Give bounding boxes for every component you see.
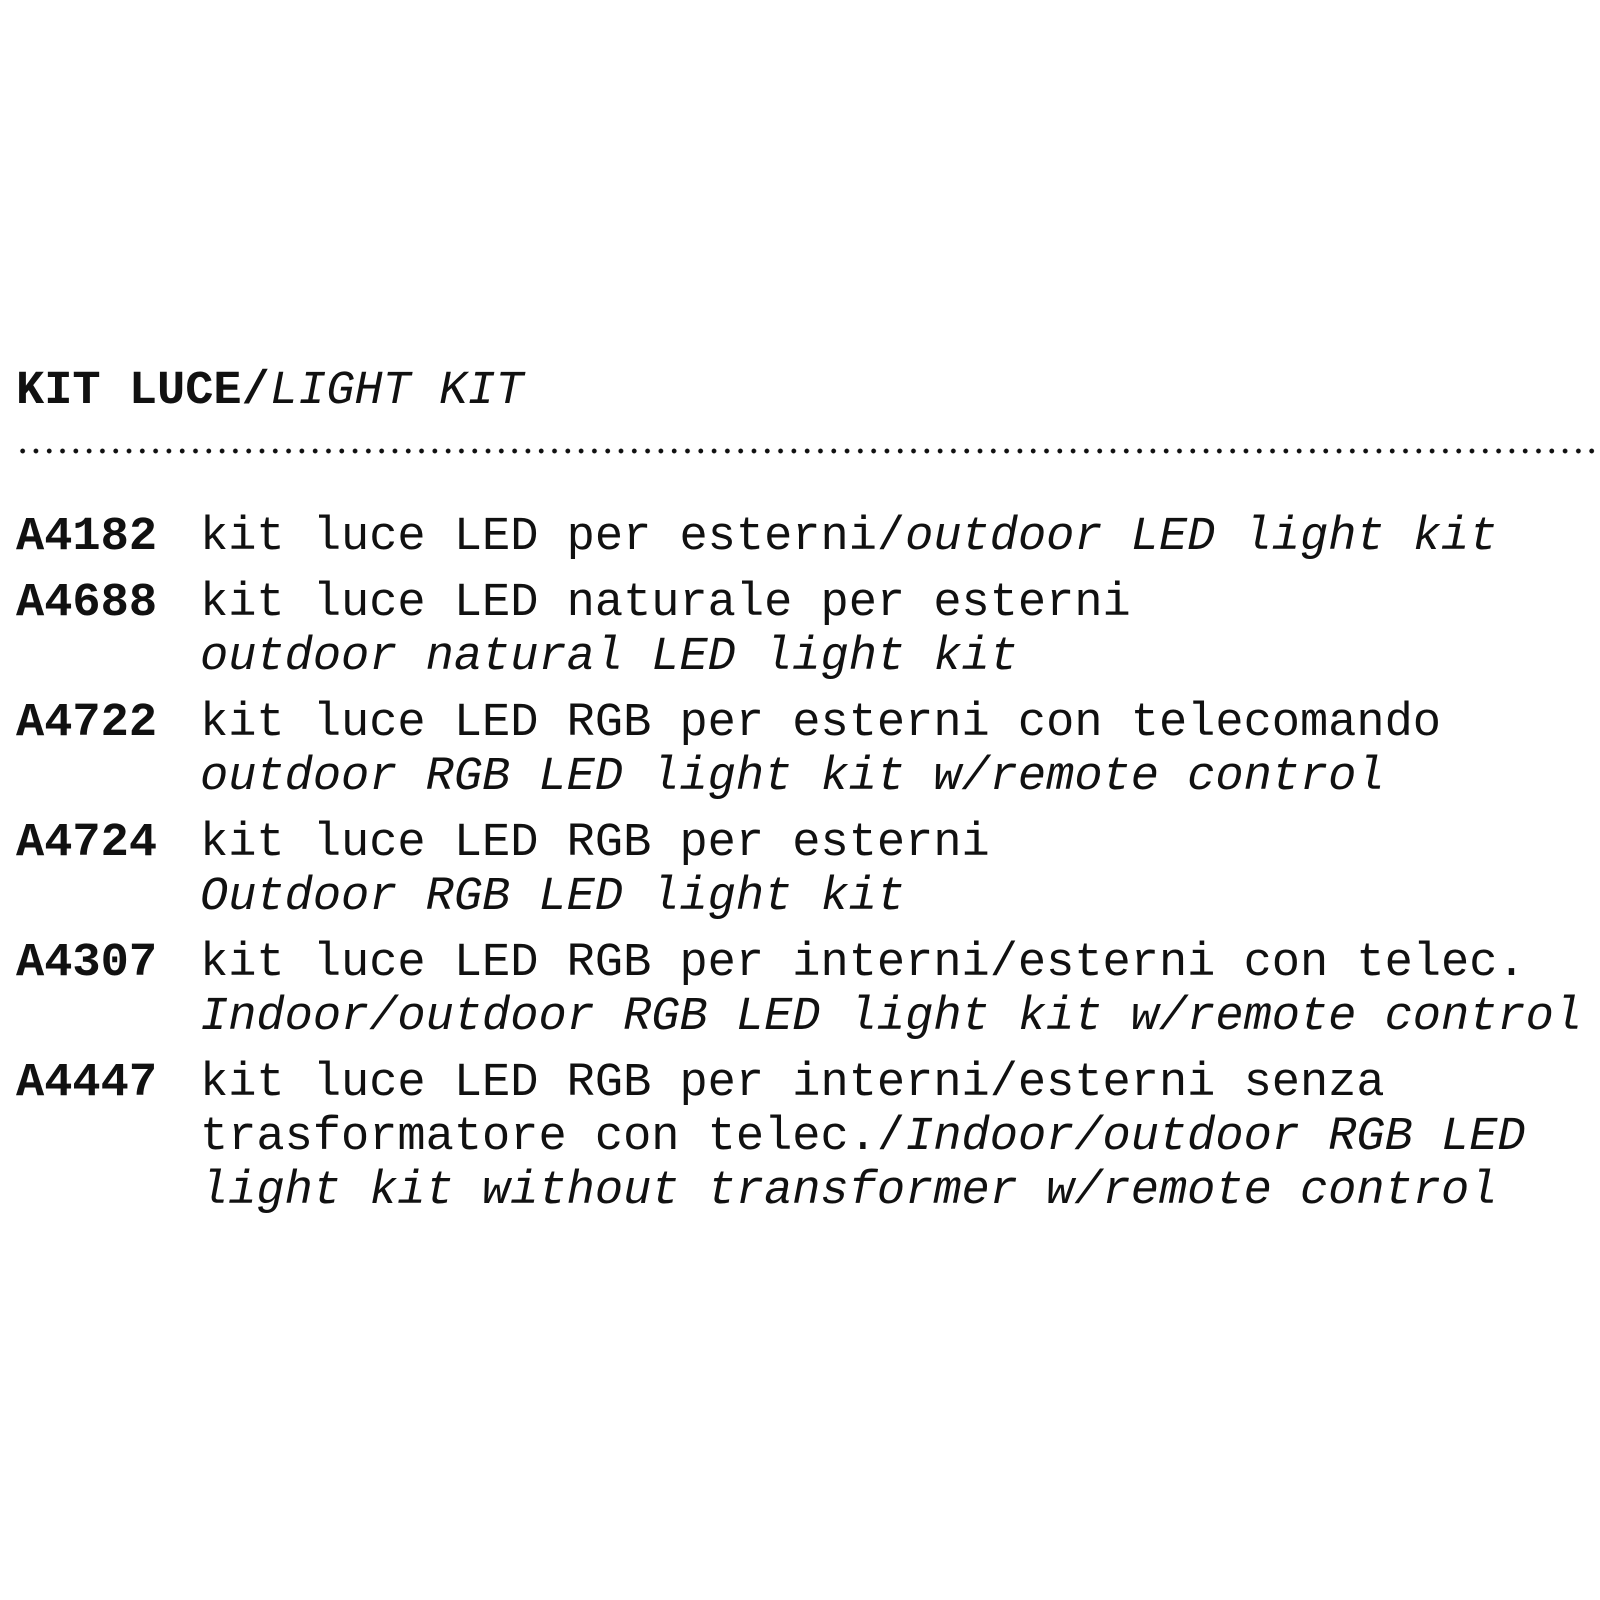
description-line <box>200 751 1441 805</box>
description-line <box>200 511 1497 565</box>
heading-italian: KIT LUCE/ <box>16 365 270 418</box>
description-italian: kit luce LED RGB per interni/esterni senza <box>200 1057 1385 1110</box>
product-code: A4724 <box>16 817 158 870</box>
description-english: outdoor RGB LED light kit w/remote control <box>200 751 1385 804</box>
description-italian: trasformatore con telec./ <box>200 1111 906 1164</box>
description-line <box>200 991 1582 1045</box>
description-english: outdoor natural LED light kit <box>200 631 1018 684</box>
heading-english: LIGHT KIT <box>269 365 524 418</box>
description-italian: kit luce LED RGB per interni/esterni con telec. <box>200 937 1526 990</box>
description-line <box>200 631 1131 685</box>
product-code: A4722 <box>16 697 158 750</box>
description-line <box>200 577 1131 631</box>
dotted-divider <box>16 448 1600 454</box>
description-line <box>200 937 1582 991</box>
description-italian: kit luce LED RGB per esterni <box>200 817 990 870</box>
description-italian: kit luce LED per esterni/ <box>200 511 906 564</box>
description-line <box>200 1057 1526 1111</box>
product-code: A4307 <box>16 937 158 990</box>
product-code: A4182 <box>16 511 158 564</box>
description-line <box>200 871 990 925</box>
description-line <box>200 1165 1526 1219</box>
product-code: A4688 <box>16 577 158 630</box>
description-english: Indoor/outdoor RGB LED light kit w/remote control <box>200 991 1583 1044</box>
description-english: outdoor LED light kit <box>905 511 1498 564</box>
description-line <box>200 697 1441 751</box>
section-heading <box>16 364 524 420</box>
description-line <box>200 1111 1526 1165</box>
description-line <box>200 817 990 871</box>
description-italian: kit luce LED naturale per esterni <box>200 577 1131 630</box>
description-english: Outdoor RGB LED light kit <box>200 871 906 924</box>
product-code: A4447 <box>16 1057 158 1110</box>
description-english: light kit without transformer w/remote control <box>200 1165 1498 1218</box>
description-english: Indoor/outdoor RGB LED <box>905 1111 1526 1164</box>
description-italian: kit luce LED RGB per esterni con telecomando <box>200 697 1442 750</box>
